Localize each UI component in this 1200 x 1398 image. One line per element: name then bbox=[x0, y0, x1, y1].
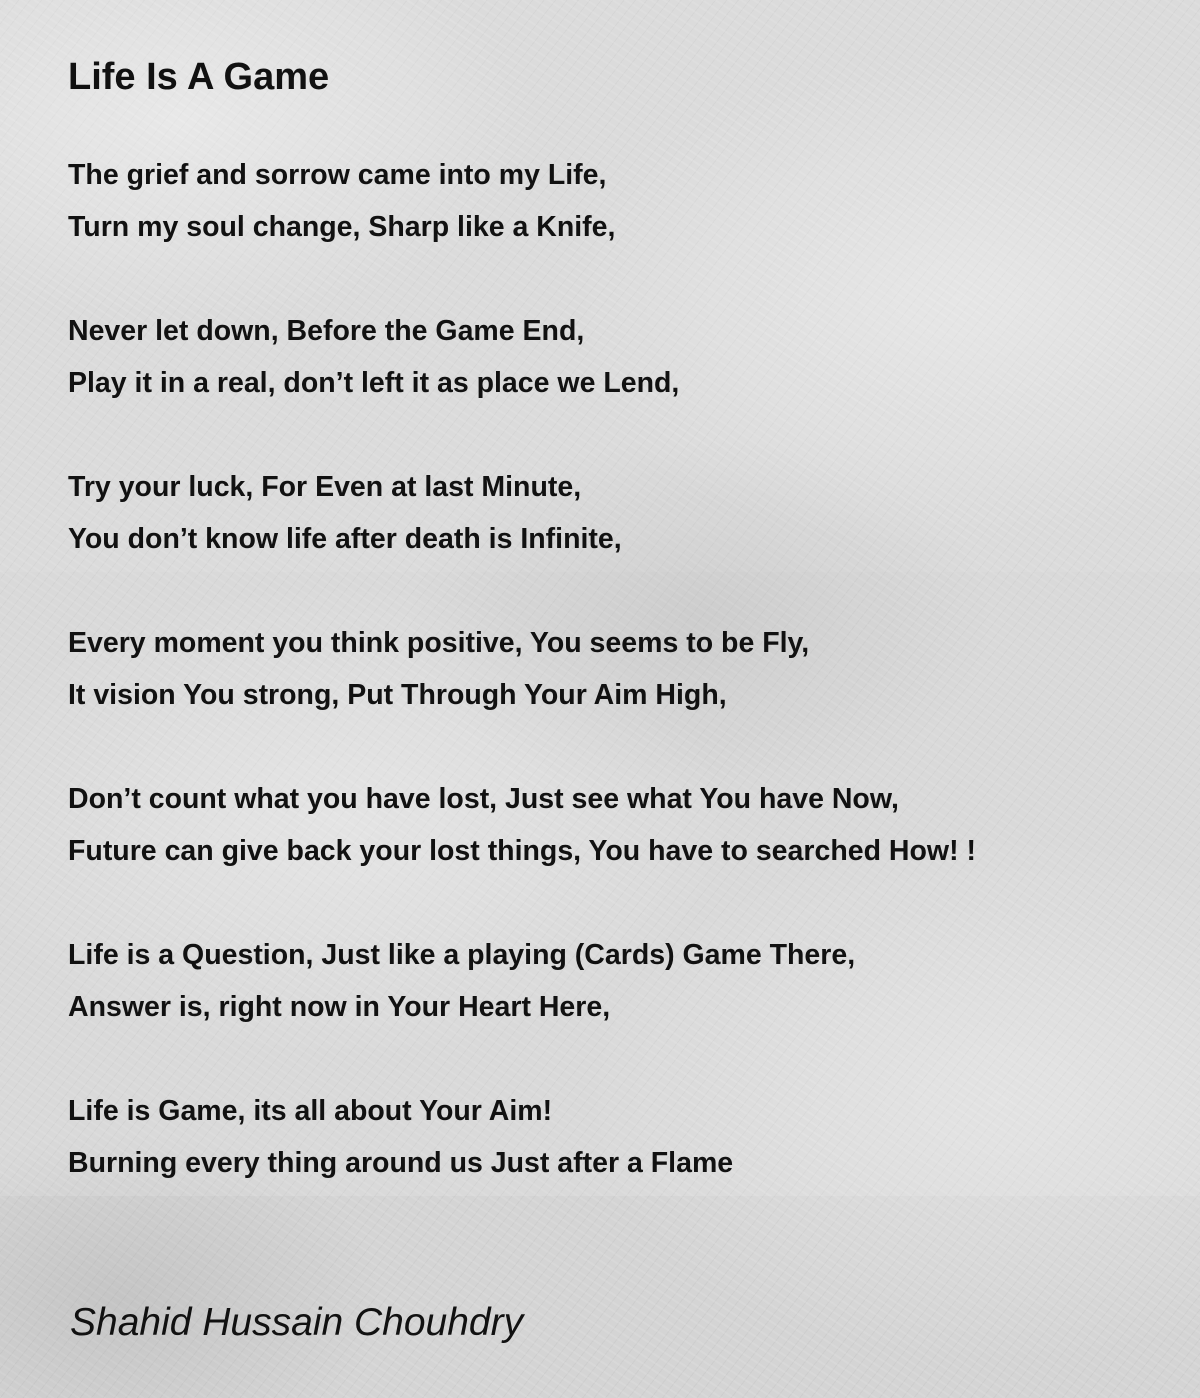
poem-line: Answer is, right now in Your Heart Here, bbox=[68, 991, 611, 1023]
poem-line: Play it in a real, don’t left it as place we Lend, bbox=[68, 367, 680, 399]
poem-line: Turn my soul change, Sharp like a Knife, bbox=[68, 211, 616, 243]
stanza-7 bbox=[68, 1090, 1178, 1194]
stanza-5 bbox=[68, 778, 1178, 882]
poem-line: You don’t know life after death is Infinite, bbox=[68, 523, 622, 555]
poem-title: Life Is A Game bbox=[68, 56, 330, 98]
stanza-1 bbox=[68, 154, 1178, 258]
poem-line: The grief and sorrow came into my Life, bbox=[68, 159, 607, 191]
poem-line: Don’t count what you have lost, Just see what You have Now, bbox=[68, 783, 899, 815]
stanza-6 bbox=[68, 934, 1178, 1038]
stanza-4 bbox=[68, 622, 1178, 726]
stanza-2 bbox=[68, 310, 1178, 414]
poem-line: Future can give back your lost things, You have to searched How! ! bbox=[68, 835, 976, 867]
poem-author: Shahid Hussain Chouhdry bbox=[70, 1301, 524, 1344]
poem-line: Try your luck, For Even at last Minute, bbox=[68, 471, 582, 503]
poem-line: Life is Game, its all about Your Aim! bbox=[68, 1095, 553, 1127]
poem-line: Life is a Question, Just like a playing (Cards) Game There, bbox=[68, 939, 856, 971]
poem-line: Never let down, Before the Game End, bbox=[68, 315, 585, 347]
poem-line: It vision You strong, Put Through Your Aim High, bbox=[68, 679, 727, 711]
poem-body bbox=[68, 154, 1178, 1246]
poem-line: Every moment you think positive, You seems to be Fly, bbox=[68, 627, 810, 659]
stanza-3 bbox=[68, 466, 1178, 570]
poem-line: Burning every thing around us Just after a Flame bbox=[68, 1147, 734, 1179]
